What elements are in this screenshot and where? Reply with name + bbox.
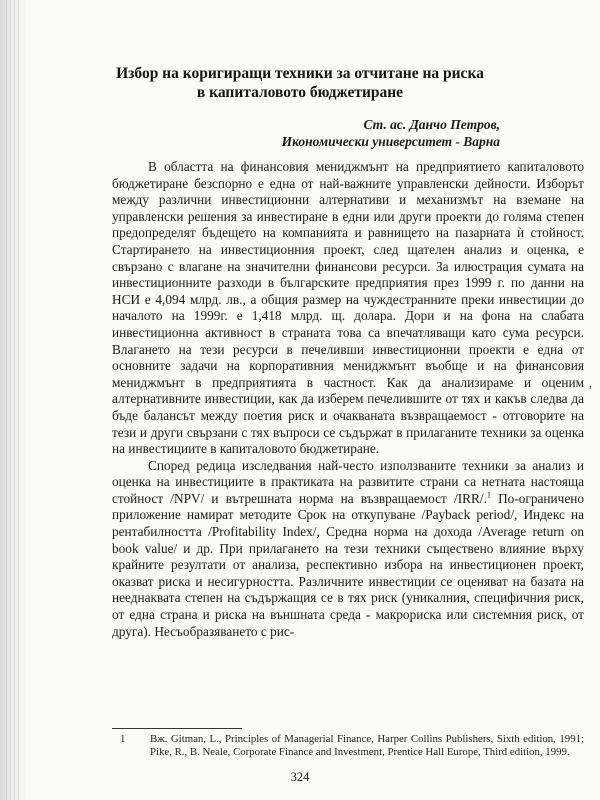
article-body xyxy=(112,159,584,640)
page-number: 324 xyxy=(290,770,310,784)
footnote-number: 1 xyxy=(120,733,126,745)
title-line-2: в капиталовото бюджетиране xyxy=(196,84,404,101)
author-name: Ст. ас. Данчо Петров, xyxy=(363,117,500,132)
margin-mark: , xyxy=(589,376,592,390)
footnote-text: Вж. Gitman, L., Principles of Managerial Finance, Harper Collins Publishers, Sixth edition, 1991; Pike, R., B. Neale, Corporate Finance and Investment, Prentice Hall Europe, Third edition, 1999. xyxy=(150,733,584,758)
title-line-1: Избор на коригиращи техники за отчитане на риска xyxy=(116,65,484,82)
binding-shadow xyxy=(6,0,20,800)
paragraph-2-start: Според редица изследвания най-често използваните техники за анализ и оценка на инвестициите в практиката на развитите страни са нетната настояща стойност /NPV/ и вътрешната норма на възвращаемост /IRR/. xyxy=(112,457,584,506)
paragraph-1: В областта на финансовия мениджмънт на предприятието капиталовото бюджетиране безспорно е една от най-важните управленски дейности. Изборът между различни инвестиционни алтернативи и механизмът на вземане на управленски решения за инвестиране в едни или други проекти до голяма степен предопределят бъдещето на компанията и равнището на пазарната ѝ стойност. Стартирането на инвестиционния проект, след щателен анализ и оценка, е свързано с влагане на значителни финансови ресурси. За илюстрация сумата на инвестиционните разходи в българските предприятия през 1999 г. по данни на НСИ е 4,094 млрд. лв., а общия размер на чуждестранните преки инвестиции до началото на 1999г. е 1,418 млрд. щ. долара. Дори и на фона на слабата инвестиционна активност в страната това са впечатляващи като сума ресурси. Влагането на тези ресурси в печеливши инвестиционни проекти е една от основните задачи на корпоративния мениджмънт въобще и на финансовия мениджмънт в предприятията в частност. Как да анализираме и оценим алтернативните инвестиции, как да изберем печелившите от тях и какъв следва да бъде балансът между поетия риск и очакваната възвращаемост - отговорите на тези и други свързани с тях въпроси се съдържат в прилаганите техники за оценка на инвестициите в капиталовото бюджетиране. xyxy=(112,159,584,457)
footnote-divider xyxy=(112,728,242,729)
paragraph-2 xyxy=(112,458,584,641)
article-title xyxy=(90,64,510,102)
footnote xyxy=(112,733,584,759)
footnote-reference: 1 xyxy=(486,490,491,500)
author-affiliation: Икономически университет - Варна xyxy=(281,134,500,149)
author-block xyxy=(160,116,500,150)
paragraph-2-rest: По-ограничено приложение намират методите Срок на откупуване /Payback period/, Индекс на рентабилността /Profitability Index/, Средна норма на дохода /Average return on book value/ и др. При прилагането на тези техники съществено влияние върху крайните резултати от анализа, респективно избора на инвестиционен проект, оказват риска и несигурността. Различните инвестиции се оценяват на базата на нееднаквата степен на съдържащия се в тях риск (уникалния, специфичния риск, от една страна и риска на външната среда - макрориска или системния риск, от друга). Несъобразяването с рис- xyxy=(112,490,584,639)
